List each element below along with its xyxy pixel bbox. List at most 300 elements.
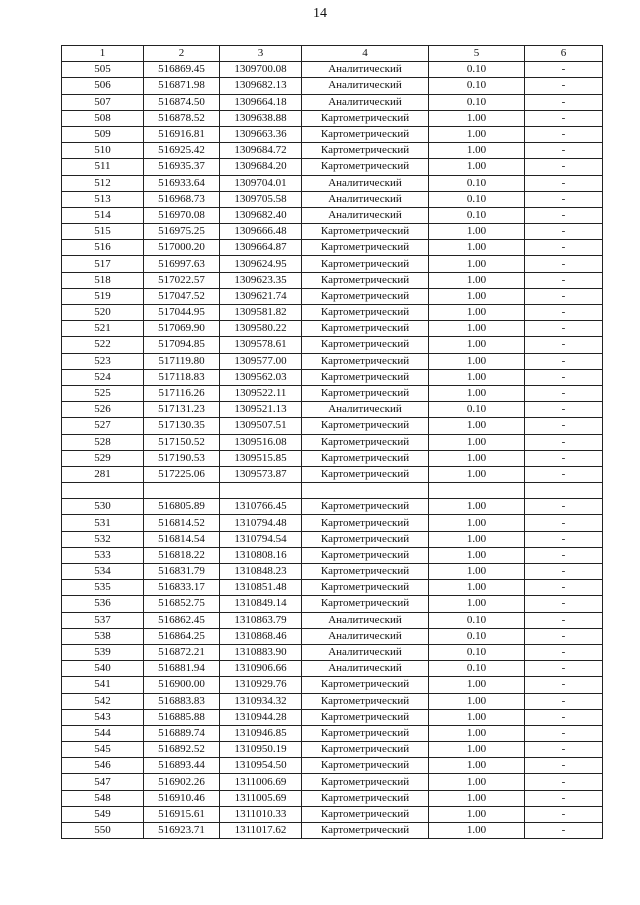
y-coordinate-cell: 1309580.22 <box>220 321 302 337</box>
point-number-cell: 540 <box>62 661 144 677</box>
note-cell: - <box>525 709 603 725</box>
method-cell: Аналитический <box>302 191 429 207</box>
y-coordinate-cell: 1309684.20 <box>220 159 302 175</box>
x-coordinate-cell: 516970.08 <box>144 207 220 223</box>
table-row <box>62 466 603 482</box>
note-cell: - <box>525 531 603 547</box>
method-cell: Картометрический <box>302 466 429 482</box>
point-number-cell: 523 <box>62 353 144 369</box>
y-coordinate-cell: 1309573.87 <box>220 466 302 482</box>
note-cell: - <box>525 94 603 110</box>
table-row <box>62 483 603 499</box>
method-cell: Картометрический <box>302 580 429 596</box>
accuracy-cell: 1.00 <box>429 353 525 369</box>
note-cell: - <box>525 175 603 191</box>
method-cell: Картометрический <box>302 240 429 256</box>
note-cell: - <box>525 224 603 240</box>
table-row <box>62 644 603 660</box>
accuracy-cell: 1.00 <box>429 305 525 321</box>
y-coordinate-cell: 1310849.14 <box>220 596 302 612</box>
column-header-2: 2 <box>144 46 220 62</box>
table-body <box>62 62 603 839</box>
point-number-cell: 537 <box>62 612 144 628</box>
table-row <box>62 693 603 709</box>
x-coordinate-cell: 517118.83 <box>144 369 220 385</box>
method-cell: Аналитический <box>302 644 429 660</box>
accuracy-cell: 1.00 <box>429 709 525 725</box>
accuracy-cell: 1.00 <box>429 823 525 839</box>
table-row <box>62 547 603 563</box>
method-cell: Картометрический <box>302 499 429 515</box>
table-row <box>62 240 603 256</box>
note-cell: - <box>525 499 603 515</box>
accuracy-cell: 0.10 <box>429 78 525 94</box>
method-cell: Картометрический <box>302 256 429 272</box>
point-number-cell: 516 <box>62 240 144 256</box>
x-coordinate-cell: 516892.52 <box>144 742 220 758</box>
accuracy-cell: 1.00 <box>429 256 525 272</box>
method-cell: Картометрический <box>302 709 429 725</box>
table-row <box>62 823 603 839</box>
note-cell: - <box>525 547 603 563</box>
accuracy-cell: 1.00 <box>429 774 525 790</box>
x-coordinate-cell: 516975.25 <box>144 224 220 240</box>
point-number-cell: 529 <box>62 450 144 466</box>
note-cell: - <box>525 62 603 78</box>
accuracy-cell: 0.10 <box>429 175 525 191</box>
accuracy-cell: 1.00 <box>429 580 525 596</box>
y-coordinate-cell: 1309515.85 <box>220 450 302 466</box>
accuracy-cell: 1.00 <box>429 693 525 709</box>
x-coordinate-cell: 516935.37 <box>144 159 220 175</box>
accuracy-cell: 1.00 <box>429 434 525 450</box>
y-coordinate-cell: 1309521.13 <box>220 402 302 418</box>
method-cell: Аналитический <box>302 628 429 644</box>
point-number-cell: 535 <box>62 580 144 596</box>
accuracy-cell: 0.10 <box>429 661 525 677</box>
x-coordinate-cell: 516902.26 <box>144 774 220 790</box>
table-row <box>62 288 603 304</box>
method-cell: Аналитический <box>302 94 429 110</box>
note-cell: - <box>525 256 603 272</box>
point-number-cell <box>62 483 144 499</box>
y-coordinate-cell: 1309507.51 <box>220 418 302 434</box>
accuracy-cell: 1.00 <box>429 466 525 482</box>
note-cell: - <box>525 564 603 580</box>
accuracy-cell: 1.00 <box>429 499 525 515</box>
x-coordinate-cell: 516805.89 <box>144 499 220 515</box>
accuracy-cell: 1.00 <box>429 531 525 547</box>
table-row <box>62 272 603 288</box>
x-coordinate-cell: 516864.25 <box>144 628 220 644</box>
note-cell: - <box>525 515 603 531</box>
accuracy-cell <box>429 483 525 499</box>
note-cell: - <box>525 661 603 677</box>
y-coordinate-cell: 1309663.36 <box>220 126 302 142</box>
table-row <box>62 224 603 240</box>
note-cell: - <box>525 207 603 223</box>
accuracy-cell: 0.10 <box>429 191 525 207</box>
point-number-cell: 533 <box>62 547 144 563</box>
accuracy-cell: 1.00 <box>429 272 525 288</box>
y-coordinate-cell: 1309581.82 <box>220 305 302 321</box>
y-coordinate-cell: 1310944.28 <box>220 709 302 725</box>
point-number-cell: 507 <box>62 94 144 110</box>
table-row <box>62 369 603 385</box>
note-cell: - <box>525 806 603 822</box>
table-row <box>62 628 603 644</box>
table-row <box>62 806 603 822</box>
x-coordinate-cell: 516923.71 <box>144 823 220 839</box>
note-cell: - <box>525 305 603 321</box>
table-row <box>62 110 603 126</box>
note-cell: - <box>525 596 603 612</box>
y-coordinate-cell: 1309624.95 <box>220 256 302 272</box>
point-number-cell: 542 <box>62 693 144 709</box>
y-coordinate-cell: 1310794.54 <box>220 531 302 547</box>
method-cell: Картометрический <box>302 353 429 369</box>
accuracy-cell: 0.10 <box>429 612 525 628</box>
note-cell: - <box>525 823 603 839</box>
y-coordinate-cell: 1309578.61 <box>220 337 302 353</box>
x-coordinate-cell: 516814.52 <box>144 515 220 531</box>
accuracy-cell: 1.00 <box>429 337 525 353</box>
x-coordinate-cell: 517069.90 <box>144 321 220 337</box>
accuracy-cell: 1.00 <box>429 450 525 466</box>
x-coordinate-cell: 516881.94 <box>144 661 220 677</box>
note-cell: - <box>525 126 603 142</box>
y-coordinate-cell: 1310950.19 <box>220 742 302 758</box>
table-row <box>62 94 603 110</box>
method-cell: Картометрический <box>302 418 429 434</box>
method-cell: Картометрический <box>302 159 429 175</box>
note-cell: - <box>525 677 603 693</box>
method-cell: Картометрический <box>302 515 429 531</box>
table-row <box>62 337 603 353</box>
note-cell: - <box>525 272 603 288</box>
note-cell: - <box>525 191 603 207</box>
point-number-cell: 281 <box>62 466 144 482</box>
table-row <box>62 499 603 515</box>
x-coordinate-cell: 517119.80 <box>144 353 220 369</box>
x-coordinate-cell: 516869.45 <box>144 62 220 78</box>
point-number-cell: 510 <box>62 143 144 159</box>
x-coordinate-cell: 516871.98 <box>144 78 220 94</box>
table-row <box>62 434 603 450</box>
method-cell: Картометрический <box>302 369 429 385</box>
x-coordinate-cell: 517116.26 <box>144 385 220 401</box>
method-cell: Картометрический <box>302 531 429 547</box>
y-coordinate-cell: 1309623.35 <box>220 272 302 288</box>
x-coordinate-cell: 516893.44 <box>144 758 220 774</box>
y-coordinate-cell: 1309682.13 <box>220 78 302 94</box>
method-cell: Картометрический <box>302 596 429 612</box>
y-coordinate-cell: 1309522.11 <box>220 385 302 401</box>
accuracy-cell: 1.00 <box>429 288 525 304</box>
note-cell: - <box>525 110 603 126</box>
method-cell: Картометрический <box>302 742 429 758</box>
table-row <box>62 207 603 223</box>
accuracy-cell: 1.00 <box>429 369 525 385</box>
table-row <box>62 725 603 741</box>
x-coordinate-cell: 516852.75 <box>144 596 220 612</box>
point-number-cell: 538 <box>62 628 144 644</box>
y-coordinate-cell: 1309577.00 <box>220 353 302 369</box>
accuracy-cell: 1.00 <box>429 126 525 142</box>
accuracy-cell: 0.10 <box>429 207 525 223</box>
method-cell: Картометрический <box>302 272 429 288</box>
accuracy-cell: 0.10 <box>429 62 525 78</box>
note-cell: - <box>525 385 603 401</box>
y-coordinate-cell: 1309704.01 <box>220 175 302 191</box>
table-row <box>62 758 603 774</box>
table-row <box>62 677 603 693</box>
method-cell: Картометрический <box>302 564 429 580</box>
note-cell: - <box>525 790 603 806</box>
table-row <box>62 159 603 175</box>
column-header-3: 3 <box>220 46 302 62</box>
y-coordinate-cell: 1310934.32 <box>220 693 302 709</box>
accuracy-cell: 1.00 <box>429 224 525 240</box>
method-cell: Картометрический <box>302 434 429 450</box>
accuracy-cell: 1.00 <box>429 110 525 126</box>
table-row <box>62 418 603 434</box>
y-coordinate-cell: 1310868.46 <box>220 628 302 644</box>
table-row <box>62 126 603 142</box>
note-cell: - <box>525 725 603 741</box>
column-header-4: 4 <box>302 46 429 62</box>
note-cell: - <box>525 159 603 175</box>
x-coordinate-cell: 517225.06 <box>144 466 220 482</box>
y-coordinate-cell: 1309705.58 <box>220 191 302 207</box>
note-cell <box>525 483 603 499</box>
note-cell: - <box>525 466 603 482</box>
note-cell: - <box>525 369 603 385</box>
point-number-cell: 520 <box>62 305 144 321</box>
y-coordinate-cell: 1310794.48 <box>220 515 302 531</box>
method-cell: Аналитический <box>302 78 429 94</box>
point-number-cell: 526 <box>62 402 144 418</box>
note-cell: - <box>525 450 603 466</box>
point-number-cell: 548 <box>62 790 144 806</box>
note-cell: - <box>525 240 603 256</box>
method-cell: Аналитический <box>302 62 429 78</box>
table-row <box>62 143 603 159</box>
note-cell: - <box>525 612 603 628</box>
point-number-cell: 524 <box>62 369 144 385</box>
table-row <box>62 774 603 790</box>
x-coordinate-cell: 516933.64 <box>144 175 220 191</box>
point-number-cell: 517 <box>62 256 144 272</box>
y-coordinate-cell: 1310954.50 <box>220 758 302 774</box>
point-number-cell: 539 <box>62 644 144 660</box>
point-number-cell: 509 <box>62 126 144 142</box>
coordinates-table <box>61 45 603 839</box>
x-coordinate-cell: 516910.46 <box>144 790 220 806</box>
note-cell: - <box>525 644 603 660</box>
accuracy-cell: 1.00 <box>429 321 525 337</box>
method-cell: Картометрический <box>302 126 429 142</box>
accuracy-cell: 0.10 <box>429 402 525 418</box>
accuracy-cell: 1.00 <box>429 725 525 741</box>
method-cell: Картометрический <box>302 305 429 321</box>
method-cell: Картометрический <box>302 725 429 741</box>
accuracy-cell: 1.00 <box>429 758 525 774</box>
method-cell: Картометрический <box>302 110 429 126</box>
point-number-cell: 530 <box>62 499 144 515</box>
method-cell: Картометрический <box>302 806 429 822</box>
y-coordinate-cell <box>220 483 302 499</box>
accuracy-cell: 1.00 <box>429 515 525 531</box>
point-number-cell: 505 <box>62 62 144 78</box>
accuracy-cell: 0.10 <box>429 628 525 644</box>
method-cell: Аналитический <box>302 175 429 191</box>
note-cell: - <box>525 580 603 596</box>
point-number-cell: 519 <box>62 288 144 304</box>
accuracy-cell: 1.00 <box>429 806 525 822</box>
point-number-cell: 532 <box>62 531 144 547</box>
x-coordinate-cell: 516818.22 <box>144 547 220 563</box>
accuracy-cell: 1.00 <box>429 742 525 758</box>
note-cell: - <box>525 337 603 353</box>
point-number-cell: 528 <box>62 434 144 450</box>
x-coordinate-cell: 517190.53 <box>144 450 220 466</box>
note-cell: - <box>525 693 603 709</box>
note-cell: - <box>525 628 603 644</box>
accuracy-cell: 1.00 <box>429 418 525 434</box>
x-coordinate-cell: 516916.81 <box>144 126 220 142</box>
x-coordinate-cell: 516814.54 <box>144 531 220 547</box>
method-cell: Аналитический <box>302 402 429 418</box>
x-coordinate-cell: 516997.63 <box>144 256 220 272</box>
note-cell: - <box>525 402 603 418</box>
accuracy-cell: 1.00 <box>429 385 525 401</box>
point-number-cell: 525 <box>62 385 144 401</box>
x-coordinate-cell: 516878.52 <box>144 110 220 126</box>
note-cell: - <box>525 353 603 369</box>
point-number-cell: 512 <box>62 175 144 191</box>
x-coordinate-cell <box>144 483 220 499</box>
point-number-cell: 550 <box>62 823 144 839</box>
y-coordinate-cell: 1309664.87 <box>220 240 302 256</box>
note-cell: - <box>525 288 603 304</box>
y-coordinate-cell: 1310808.16 <box>220 547 302 563</box>
note-cell: - <box>525 78 603 94</box>
table-row <box>62 790 603 806</box>
y-coordinate-cell: 1310946.85 <box>220 725 302 741</box>
y-coordinate-cell: 1310883.90 <box>220 644 302 660</box>
y-coordinate-cell: 1309682.40 <box>220 207 302 223</box>
table-row <box>62 709 603 725</box>
point-number-cell: 543 <box>62 709 144 725</box>
x-coordinate-cell: 516831.79 <box>144 564 220 580</box>
point-number-cell: 544 <box>62 725 144 741</box>
method-cell: Картометрический <box>302 774 429 790</box>
table-row <box>62 191 603 207</box>
x-coordinate-cell: 516885.88 <box>144 709 220 725</box>
table-row <box>62 450 603 466</box>
y-coordinate-cell: 1310851.48 <box>220 580 302 596</box>
table-header <box>62 46 603 62</box>
x-coordinate-cell: 517150.52 <box>144 434 220 450</box>
x-coordinate-cell: 516889.74 <box>144 725 220 741</box>
note-cell: - <box>525 321 603 337</box>
table-row <box>62 385 603 401</box>
method-cell: Картометрический <box>302 450 429 466</box>
point-number-cell: 515 <box>62 224 144 240</box>
x-coordinate-cell: 517094.85 <box>144 337 220 353</box>
method-cell: Картометрический <box>302 321 429 337</box>
table-row <box>62 256 603 272</box>
y-coordinate-cell: 1309700.08 <box>220 62 302 78</box>
x-coordinate-cell: 516833.17 <box>144 580 220 596</box>
method-cell: Картометрический <box>302 143 429 159</box>
method-cell: Картометрический <box>302 677 429 693</box>
y-coordinate-cell: 1309638.88 <box>220 110 302 126</box>
method-cell: Аналитический <box>302 207 429 223</box>
column-header-6: 6 <box>525 46 603 62</box>
page-number: 14 <box>313 6 327 21</box>
point-number-cell: 545 <box>62 742 144 758</box>
method-cell: Аналитический <box>302 661 429 677</box>
x-coordinate-cell: 516915.61 <box>144 806 220 822</box>
method-cell: Картометрический <box>302 337 429 353</box>
point-number-cell: 521 <box>62 321 144 337</box>
y-coordinate-cell: 1309684.72 <box>220 143 302 159</box>
point-number-cell: 508 <box>62 110 144 126</box>
table-row <box>62 661 603 677</box>
point-number-cell: 547 <box>62 774 144 790</box>
method-cell: Картометрический <box>302 823 429 839</box>
y-coordinate-cell: 1309516.08 <box>220 434 302 450</box>
x-coordinate-cell: 517022.57 <box>144 272 220 288</box>
method-cell: Картометрический <box>302 288 429 304</box>
accuracy-cell: 1.00 <box>429 143 525 159</box>
note-cell: - <box>525 434 603 450</box>
y-coordinate-cell: 1310766.45 <box>220 499 302 515</box>
point-number-cell: 514 <box>62 207 144 223</box>
table-row <box>62 353 603 369</box>
table-row <box>62 78 603 94</box>
table-row <box>62 175 603 191</box>
method-cell: Картометрический <box>302 547 429 563</box>
x-coordinate-cell: 516874.50 <box>144 94 220 110</box>
point-number-cell: 506 <box>62 78 144 94</box>
method-cell <box>302 483 429 499</box>
table-row <box>62 402 603 418</box>
point-number-cell: 549 <box>62 806 144 822</box>
y-coordinate-cell: 1310848.23 <box>220 564 302 580</box>
method-cell: Картометрический <box>302 385 429 401</box>
point-number-cell: 546 <box>62 758 144 774</box>
accuracy-cell: 0.10 <box>429 644 525 660</box>
y-coordinate-cell: 1311005.69 <box>220 790 302 806</box>
accuracy-cell: 1.00 <box>429 596 525 612</box>
header-row <box>62 46 603 62</box>
accuracy-cell: 1.00 <box>429 547 525 563</box>
table-row <box>62 515 603 531</box>
method-cell: Картометрический <box>302 790 429 806</box>
point-number-cell: 513 <box>62 191 144 207</box>
x-coordinate-cell: 516968.73 <box>144 191 220 207</box>
table-row <box>62 62 603 78</box>
y-coordinate-cell: 1310929.76 <box>220 677 302 693</box>
y-coordinate-cell: 1310863.79 <box>220 612 302 628</box>
column-header-5: 5 <box>429 46 525 62</box>
table-row <box>62 612 603 628</box>
y-coordinate-cell: 1309664.18 <box>220 94 302 110</box>
x-coordinate-cell: 517130.35 <box>144 418 220 434</box>
